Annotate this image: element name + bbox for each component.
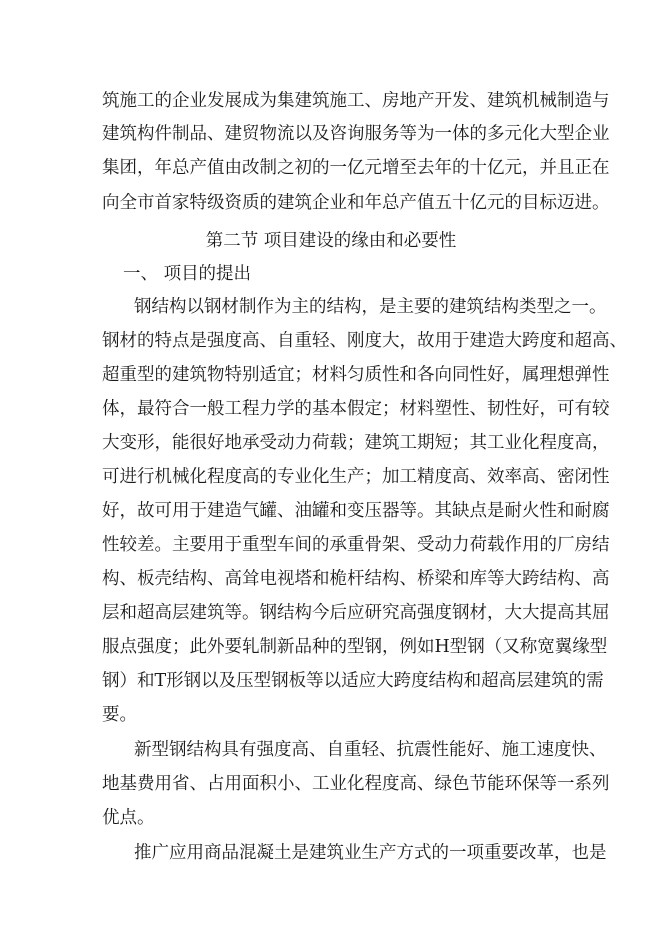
intro-line-1: 筑施工的企业发展成为集建筑施工、房地产开发、建筑机械制造与 bbox=[102, 91, 610, 111]
paragraph1-line-2: 钢材的特点是强度高、自重轻、刚度大，故用于建造大跨度和超高、 bbox=[102, 331, 627, 351]
paragraph1-line-8: 性较差。主要用于重型车间的承重骨架、受动力荷载作用的厂房结 bbox=[102, 535, 610, 555]
paragraph2-line-3: 优点。 bbox=[102, 808, 155, 828]
paragraph1-line-10: 层和超高层建筑等。钢结构今后应研究高强度钢材，大大提高其屈 bbox=[102, 603, 610, 623]
section-title: 第二节 项目建设的缘由和必要性 bbox=[205, 231, 457, 251]
paragraph1-line-6: 可进行机械化程度高的专业化生产；加工精度高、效率高、密闭性 bbox=[102, 467, 610, 487]
paragraph1-line-9: 构、板壳结构、高耸电视塔和桅杆结构、桥梁和库等大跨结构、高 bbox=[102, 569, 610, 589]
paragraph1-line-7: 好，故可用于建造气罐、油罐和变压器等。其缺点是耐火性和耐腐 bbox=[102, 501, 610, 521]
paragraph1-line-1: 钢结构以钢材制作为主的结构，是主要的建筑结构类型之一。 bbox=[134, 297, 607, 317]
intro-line-4: 向全市首家特级资质的建筑企业和年总产值五十亿元的目标迈进。 bbox=[102, 193, 610, 213]
subsection-title: 一、 项目的提出 bbox=[123, 264, 252, 284]
paragraph1-line-12: 钢）和T形钢以及压型钢板等以适应大跨度结构和超高层建筑的需 bbox=[102, 671, 604, 691]
intro-line-3: 集团，年总产值由改制之初的一亿元增至去年的十亿元，并且正在 bbox=[102, 158, 610, 178]
paragraph1-line-13: 要。 bbox=[102, 705, 137, 725]
intro-line-2: 建筑构件制品、建贸物流以及咨询服务等为一体的多元化大型企业 bbox=[102, 124, 610, 144]
paragraph1-line-5: 大变形，能很好地承受动力荷载；建筑工期短；其工业化程度高， bbox=[102, 433, 610, 453]
paragraph2-line-1: 新型钢结构具有强度高、自重轻、抗震性能好、施工速度快、 bbox=[134, 740, 607, 760]
paragraph2-line-2: 地基费用省、占用面积小、工业化程度高、绿色节能环保等一系列 bbox=[102, 774, 610, 794]
paragraph1-line-4: 体，最符合一般工程力学的基本假定；材料塑性、韧性好，可有较 bbox=[102, 399, 610, 419]
paragraph1-line-11: 服点强度；此外要轧制新品种的型钢，例如H型钢（又称宽翼缘型 bbox=[102, 637, 608, 657]
paragraph1-line-3: 超重型的建筑物特别适宜；材料匀质性和各向同性好，属理想弹性 bbox=[102, 365, 610, 385]
paragraph3-line-1: 推广应用商品混凝土是建筑业生产方式的一项重要改革，也是 bbox=[134, 843, 607, 863]
